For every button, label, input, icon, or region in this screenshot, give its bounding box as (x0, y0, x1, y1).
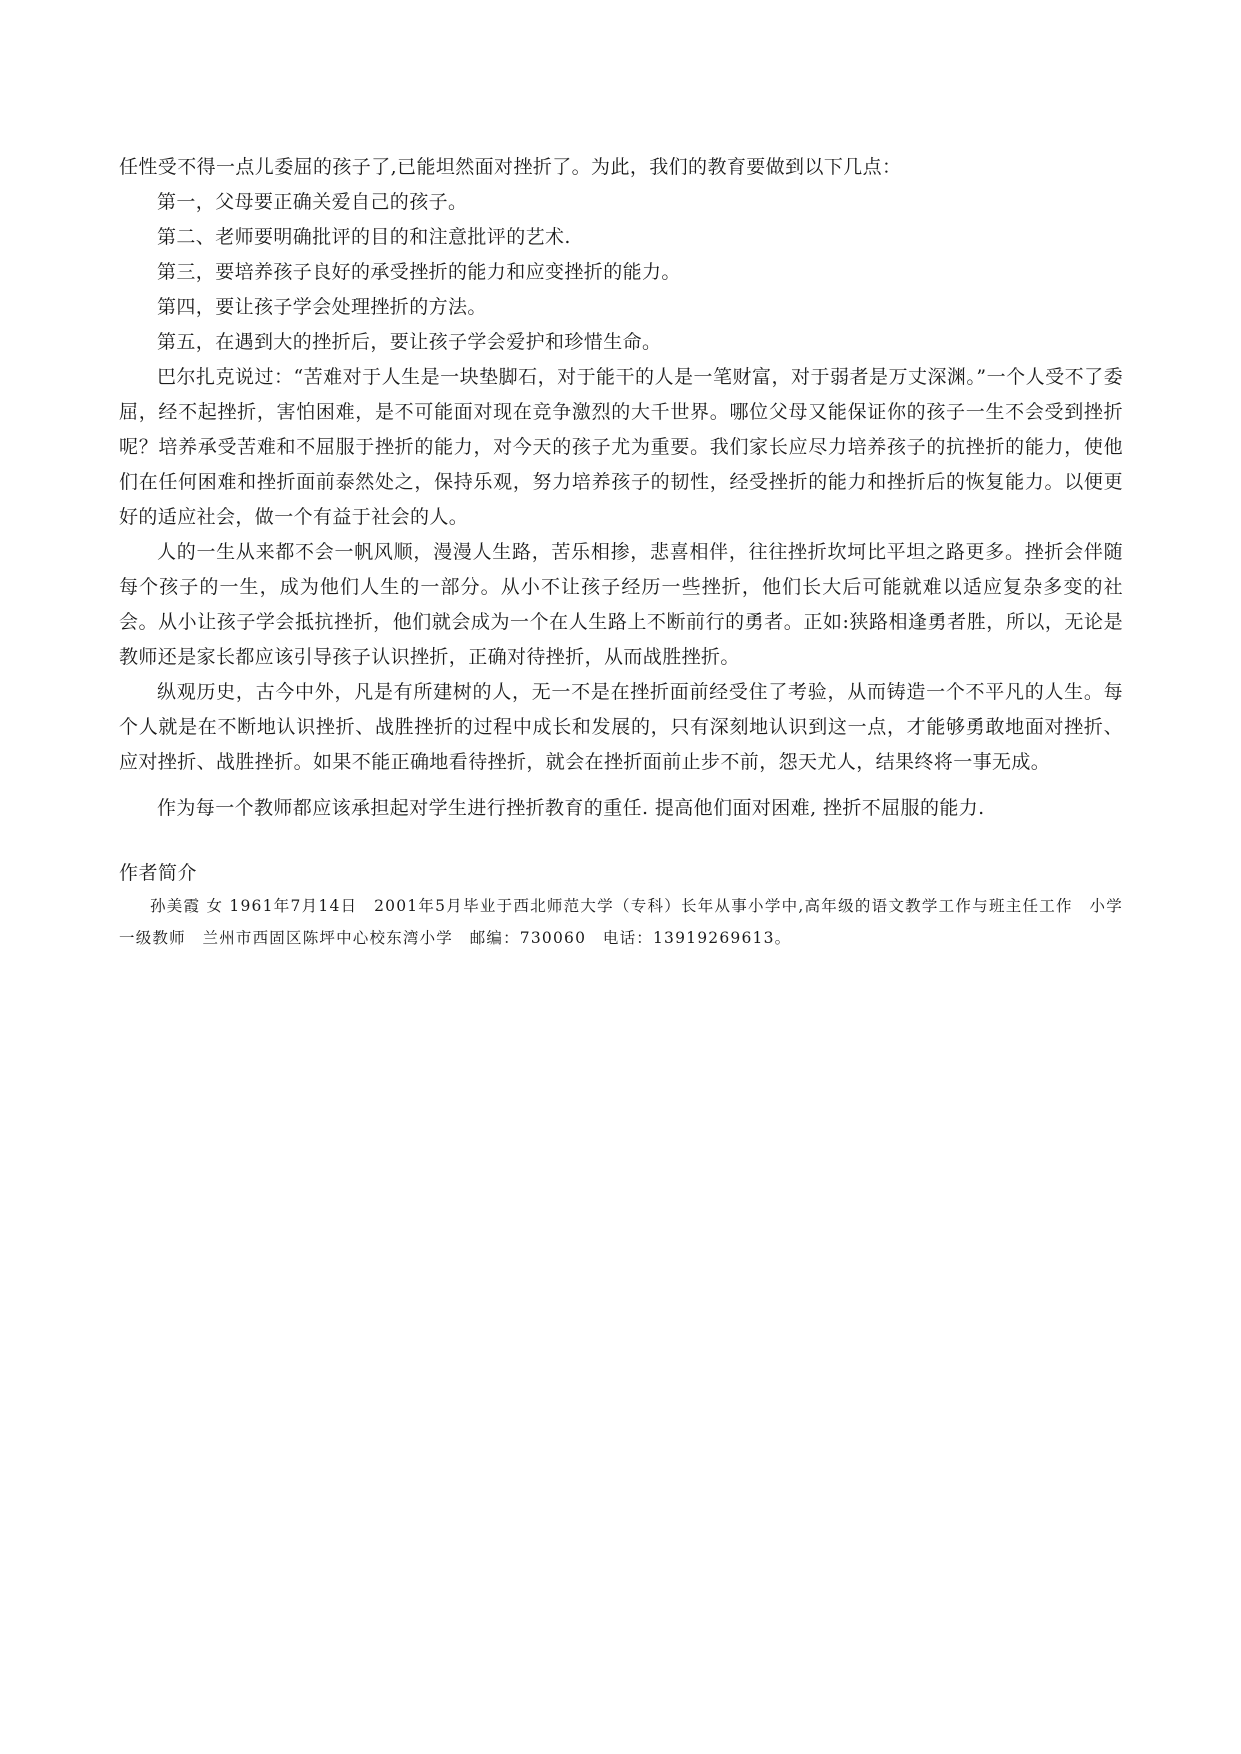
paragraph-balzac-quote: 巴尔扎克说过：“苦难对于人生是一块垫脚石，对于能干的人是一笔财富，对于弱者是万丈深渊。”一个人受不了委屈，经不起挫折，害怕困难，是不可能面对现在竞争激烈的大千世界。哪位父母又能保证你的孩子一生不会受到挫折呢？培养承受苦难和不屈服于挫折的能力，对今天的孩子尤为重要。我们家长应尽力培养孩子的抗挫折的能力，使他们在任何困难和挫折面前泰然处之，保持乐观，努力培养孩子的韧性，经受挫折的能力和挫折后的恢复能力。以便更好的适应社会，做一个有益于社会的人。 (119, 366, 1123, 528)
list-item-first: 第一，父母要正确关爱自己的孩子。 (157, 191, 468, 213)
paragraph-conclusion: 作为每一个教师都应该承担起对学生进行挫折教育的重任. 提高他们面对困难, 挫折不屈服的能力. (157, 797, 985, 819)
list-item-fourth: 第四，要让孩子学会处理挫折的方法。 (157, 296, 487, 318)
paragraph-continuation: 任性受不得一点儿委屈的孩子了,已能坦然面对挫折了。为此，我们的教育要做到以下几点： (119, 156, 902, 178)
list-item-fifth: 第五，在遇到大的挫折后，要让孩子学会爱护和珍惜生命。 (157, 331, 662, 353)
paragraph-life-journey: 人的一生从来都不会一帆风顺，漫漫人生路，苦乐相掺，悲喜相伴，往往挫折坎坷比平坦之路更多。挫折会伴随每个孩子的一生，成为他们人生的一部分。从小不让孩子经历一些挫折，他们长大后可能就难以适应复杂多变的社会。从小让孩子学会抵抗挫折，他们就会成为一个在人生路上不断前行的勇者。正如:狭路相逢勇者胜，所以，无论是教师还是家长都应该引导孩子认识挫折，正确对待挫折，从而战胜挫折。 (119, 541, 1123, 668)
list-item-third: 第三，要培养孩子良好的承受挫折的能力和应变挫折的能力。 (157, 261, 681, 283)
list-item-second: 第二、老师要明确批评的目的和注意批评的艺术. (157, 226, 571, 248)
author-bio-text: 孙美霞 女 1961年7月14日 2001年5月毕业于西北师范大学（专科）长年从事小学中,高年级的语文教学工作与班主任工作 小学一级教师 兰州市西固区陈坪中心校东湾小学 邮编：730060 电话：13919269613。 (119, 897, 1123, 947)
paragraph-history: 纵观历史，古今中外，凡是有所建树的人，无一不是在挫折面前经受住了考验，从而铸造一个不平凡的人生。每个人就是在不断地认识挫折、战胜挫折的过程中成长和发展的，只有深刻地认识到这一点，才能够勇敢地面对挫折、应对挫折、战胜挫折。如果不能正确地看待挫折，就会在挫折面前止步不前，怨天尤人，结果终将一事无成。 (119, 681, 1123, 773)
author-bio-heading: 作者简介 (119, 862, 198, 884)
document-page (119, 150, 1123, 954)
